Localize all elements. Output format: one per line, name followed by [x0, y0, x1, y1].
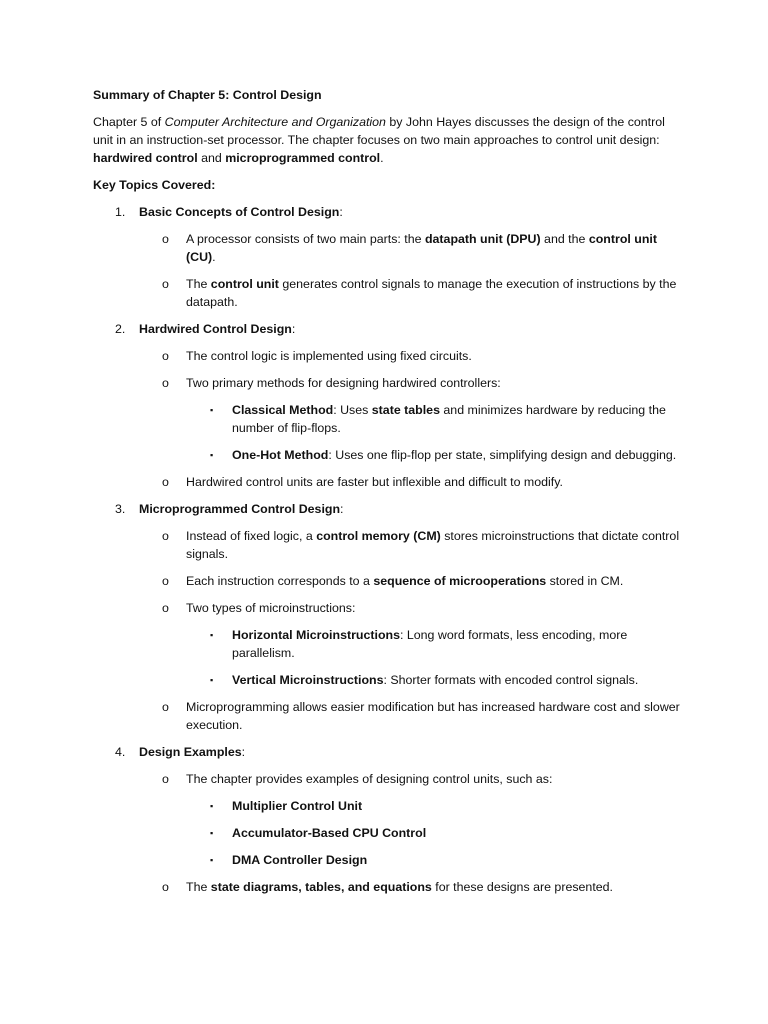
item-text: : Shorter formats with encoded control signals. — [383, 673, 639, 687]
square-bullet-icon: ▪ — [210, 450, 214, 460]
section-number: 4. — [115, 745, 126, 759]
section-heading: Basic Concepts of Control Design — [139, 205, 340, 219]
item-text: : Long word formats, less encoding, more parallelism. — [232, 628, 628, 660]
circle-bullet-icon: o — [162, 277, 169, 291]
intro-text: and — [197, 151, 226, 165]
item-text: Two primary methods for designing hardwired controllers: — [186, 376, 501, 390]
section-number: 3. — [115, 502, 126, 516]
square-bullet-icon: ▪ — [210, 675, 214, 685]
circle-bullet-icon: o — [162, 349, 169, 363]
item-emphasis: Horizontal Microinstructions — [232, 628, 400, 642]
item-text: generates control signals to manage the execution of instructions by the datapath. — [186, 277, 677, 309]
list-item — [93, 275, 683, 311]
item-text: A processor consists of two main parts: the — [186, 232, 425, 246]
intro-paragraph — [93, 113, 683, 167]
sub-list-item — [93, 671, 683, 689]
list-item — [93, 698, 683, 734]
list-item — [93, 878, 683, 896]
list-item — [93, 527, 683, 563]
section-1 — [93, 203, 683, 221]
item-text: The — [186, 880, 211, 894]
key-topics-heading: Key Topics Covered: — [93, 178, 216, 192]
section-3 — [93, 500, 683, 518]
section-number: 2. — [115, 322, 126, 336]
item-text: The chapter provides examples of designing control units, such as: — [186, 772, 553, 786]
item-emphasis: sequence of microoperations — [373, 574, 547, 588]
section-4 — [93, 743, 683, 761]
item-text: . — [212, 250, 216, 264]
item-text: and minimizes hardware by reducing the number of flip-flops. — [232, 403, 666, 435]
item-text: Instead of fixed logic, a — [186, 529, 317, 543]
circle-bullet-icon: o — [162, 601, 169, 615]
item-emphasis: Vertical Microinstructions — [232, 673, 384, 687]
item-text: and the — [540, 232, 589, 246]
square-bullet-icon: ▪ — [210, 801, 214, 811]
item-text: The — [186, 277, 211, 291]
item-emphasis: DMA Controller Design — [232, 853, 368, 867]
list-item — [93, 572, 683, 590]
section-colon: : — [291, 322, 296, 336]
intro-emphasis: microprogrammed control — [225, 151, 381, 165]
item-emphasis: Multiplier Control Unit — [232, 799, 363, 813]
list-item — [93, 599, 683, 617]
square-bullet-icon: ▪ — [210, 405, 214, 415]
section-colon: : — [241, 745, 246, 759]
circle-bullet-icon: o — [162, 475, 169, 489]
list-item — [93, 374, 683, 392]
circle-bullet-icon: o — [162, 376, 169, 390]
book-title: Computer Architecture and Organization — [164, 115, 386, 129]
intro-text: Chapter 5 of — [93, 115, 165, 129]
item-text: The control logic is implemented using fixed circuits. — [186, 349, 472, 363]
item-emphasis: Accumulator-Based CPU Control — [232, 826, 427, 840]
document-title: Summary of Chapter 5: Control Design — [93, 88, 322, 102]
item-emphasis: datapath unit (DPU) — [424, 232, 541, 246]
intro-text: by John Hayes discusses the design of the control unit in an instruction-set processor. The chapter focuses on two main approaches to control unit design: — [93, 115, 665, 147]
section-heading: Design Examples — [139, 745, 242, 759]
section-number: 1. — [115, 205, 126, 219]
list-item — [93, 230, 683, 266]
sub-list-item — [93, 446, 683, 464]
section-heading: Hardwired Control Design — [139, 322, 292, 336]
list-item — [93, 770, 683, 788]
item-emphasis: state tables — [371, 403, 440, 417]
list-item — [93, 473, 683, 491]
item-emphasis: control unit (CU) — [186, 232, 657, 264]
section-colon: : — [340, 502, 344, 516]
circle-bullet-icon: o — [162, 772, 169, 786]
section-colon: : — [339, 205, 343, 219]
item-text: Microprogramming allows easier modification but has increased hardware cost and slower execution. — [186, 700, 680, 732]
item-text: Two types of microinstructions: — [186, 601, 356, 615]
item-emphasis: control memory (CM) — [316, 529, 441, 543]
item-text: Hardwired control units are faster but inflexible and difficult to modify. — [186, 475, 563, 489]
item-text: : Uses — [333, 403, 372, 417]
intro-emphasis: hardwired control — [93, 151, 198, 165]
item-text: stores microinstructions that dictate control signals. — [186, 529, 680, 561]
document-page — [93, 86, 683, 905]
sub-list-item — [93, 851, 683, 869]
sub-list-item — [93, 797, 683, 815]
square-bullet-icon: ▪ — [210, 828, 214, 838]
item-emphasis: control unit — [210, 277, 279, 291]
sub-list-item — [93, 626, 683, 662]
section-2 — [93, 320, 683, 338]
intro-text: . — [380, 151, 384, 165]
section-heading: Microprogrammed Control Design — [139, 502, 341, 516]
square-bullet-icon: ▪ — [210, 630, 214, 640]
circle-bullet-icon: o — [162, 529, 169, 543]
circle-bullet-icon: o — [162, 880, 169, 894]
list-item — [93, 347, 683, 365]
item-text: : Uses one flip-flop per state, simplifying design and debugging. — [328, 448, 677, 462]
circle-bullet-icon: o — [162, 700, 169, 714]
item-emphasis: state diagrams, tables, and equations — [210, 880, 432, 894]
circle-bullet-icon: o — [162, 232, 169, 246]
item-text: for these designs are presented. — [431, 880, 613, 894]
sub-list-item — [93, 824, 683, 842]
sub-list-item — [93, 401, 683, 437]
square-bullet-icon: ▪ — [210, 855, 214, 865]
item-emphasis: One-Hot Method — [232, 448, 329, 462]
item-text: stored in CM. — [546, 574, 624, 588]
item-text: Each instruction corresponds to a — [186, 574, 374, 588]
circle-bullet-icon: o — [162, 574, 169, 588]
item-emphasis: Classical Method — [232, 403, 334, 417]
